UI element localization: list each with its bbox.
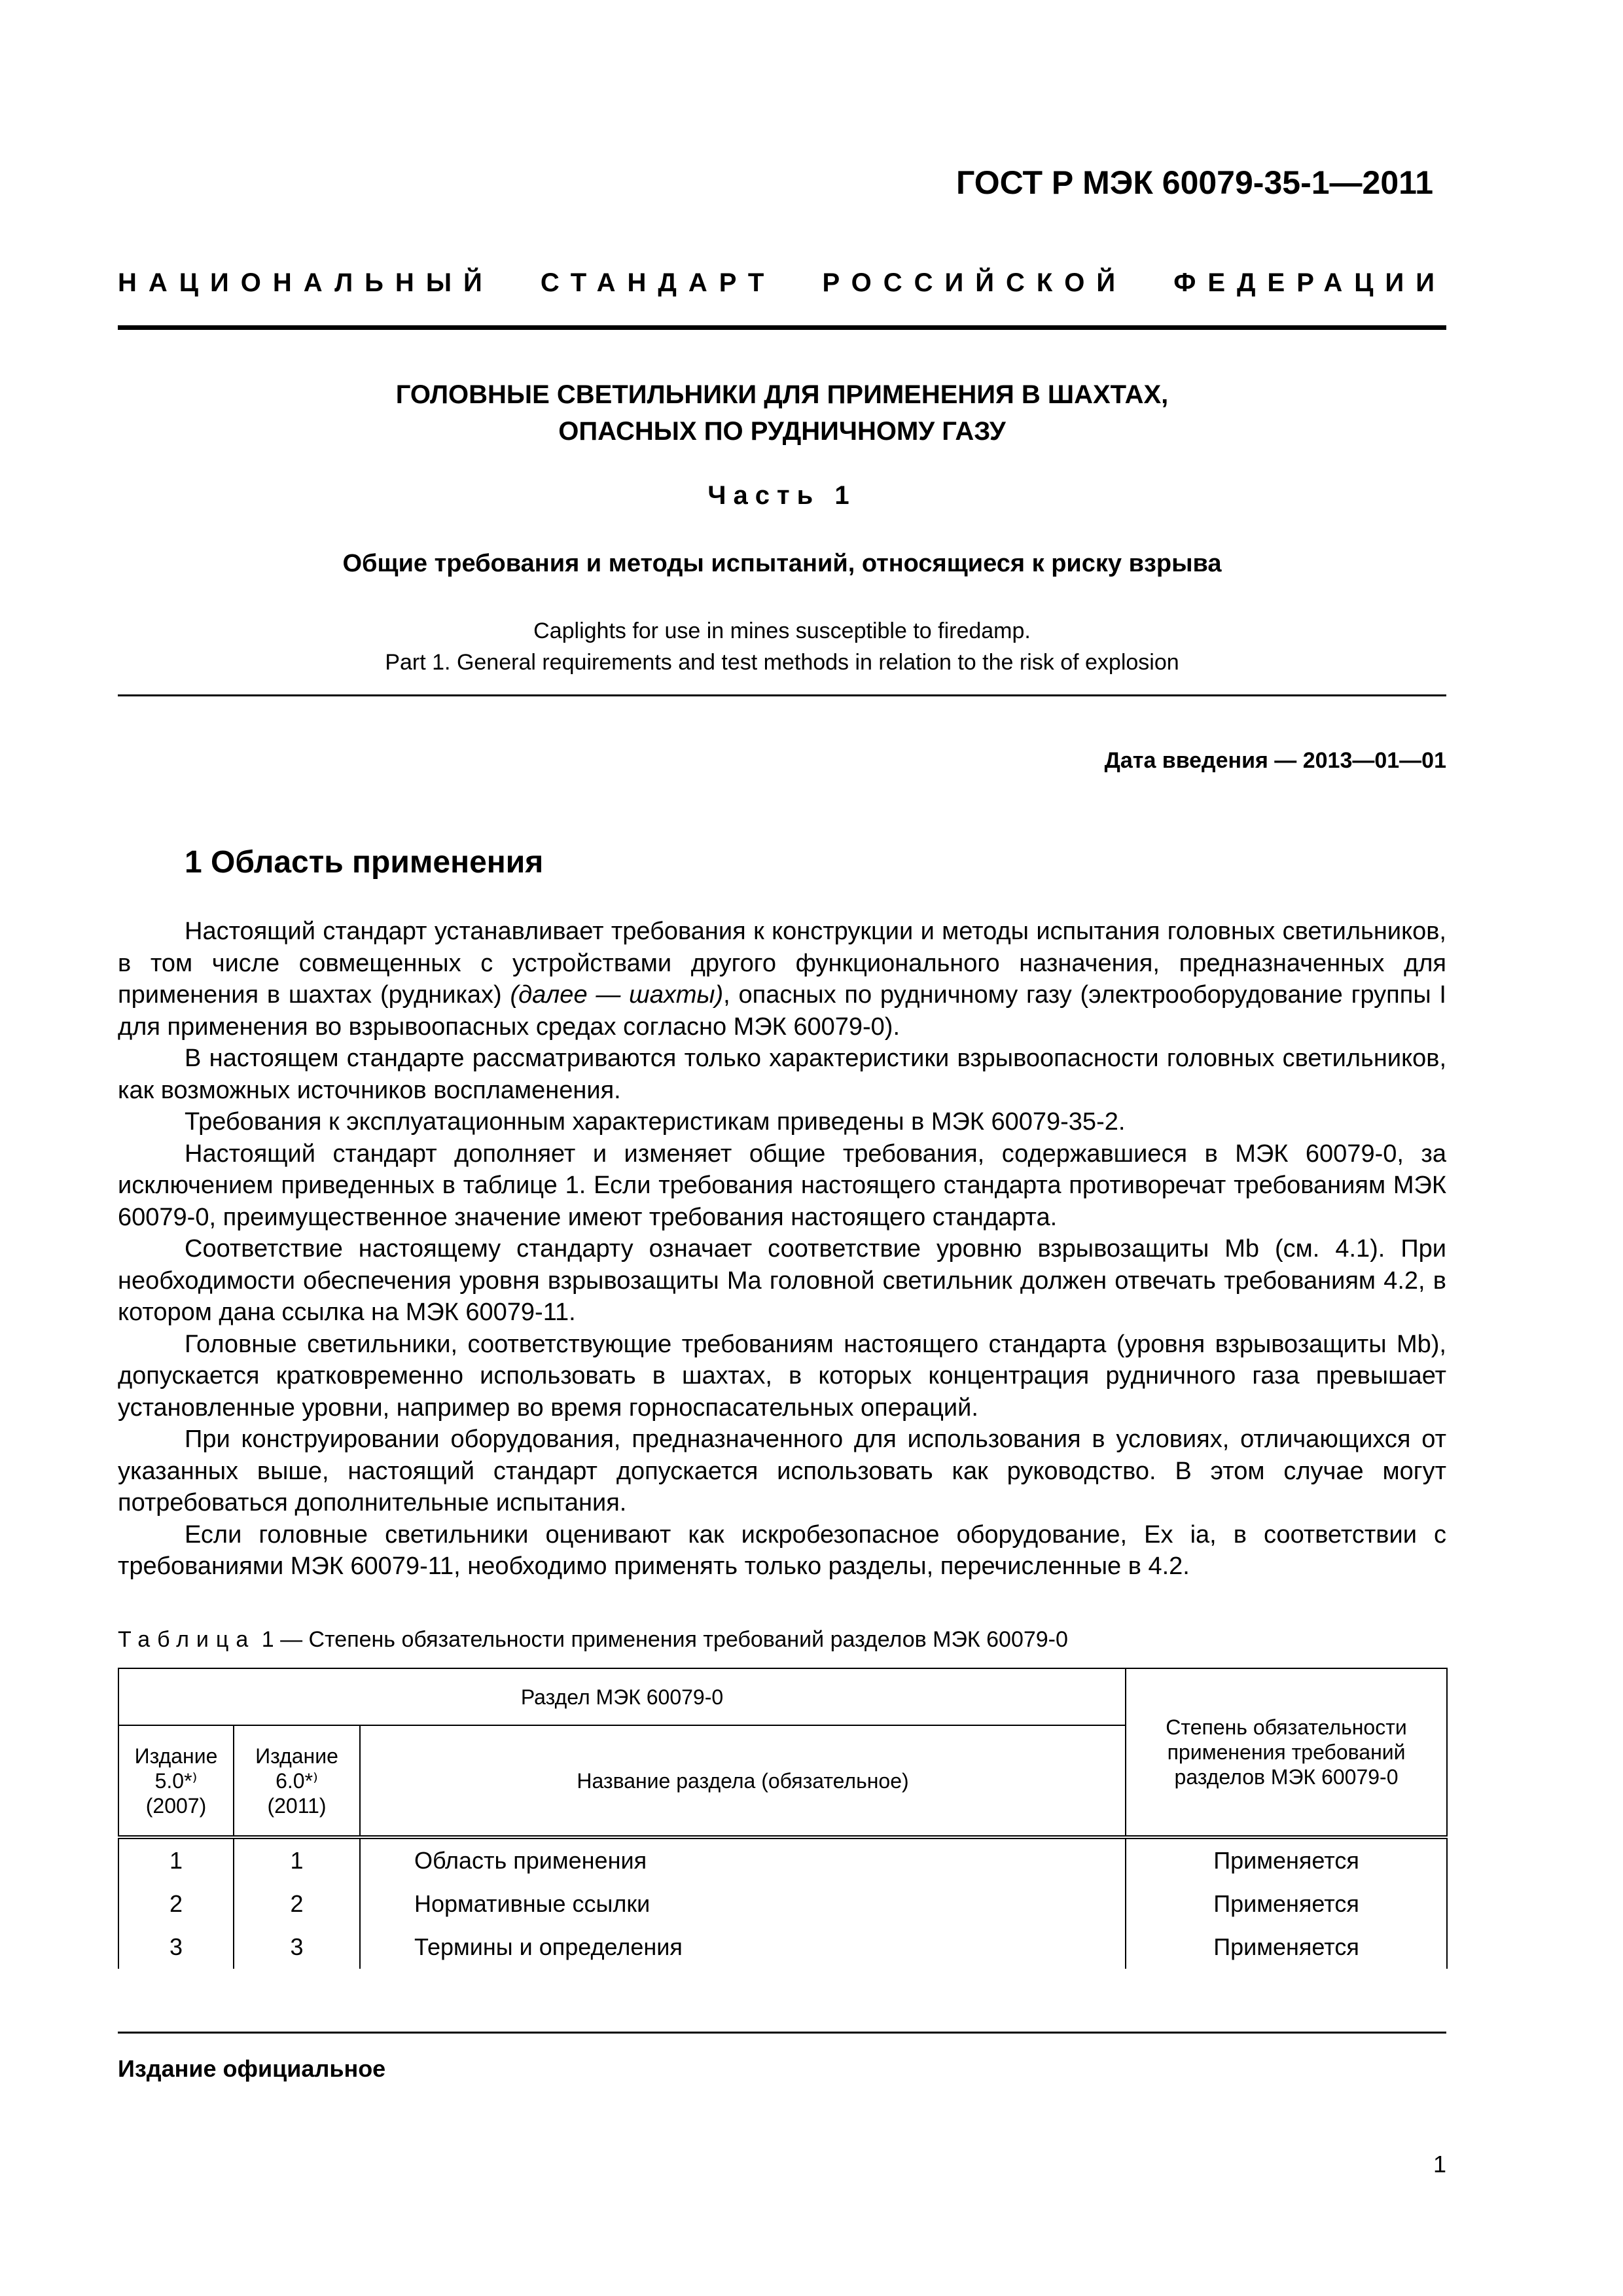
cell-degree: Применяется — [1126, 1882, 1447, 1926]
cell-ed5: 1 — [118, 1837, 234, 1882]
table-row — [118, 1882, 1447, 1926]
banner-word: СТАНДАРТ — [540, 268, 776, 297]
english-title — [118, 615, 1446, 678]
section-body — [118, 916, 1446, 1583]
paragraph: В настоящем стандарте рассматриваются только характеристики взрывоопасности головных светильников, как возможных источников воспламенения. — [118, 1045, 1446, 1104]
paragraph: Настоящий стандарт дополняет и изменяет общие требования, содержавшиеся в МЭК 60079-0, за исключением приведенных в таблице 1. Если требования настоящего стандарта противоречат требованиям МЭК 60079-0, преимущественное значение имеют требования настоящего стандарта. — [118, 1139, 1446, 1231]
table-row — [118, 1926, 1447, 1969]
cell-name: Нормативные ссылки — [360, 1882, 1126, 1926]
introduction-date: Дата введения — 2013—01—01 — [1104, 748, 1446, 773]
document-subtitle: Общие требования и методы испытаний, относящиеся к риску взрыва — [342, 550, 1222, 577]
document-number: ГОСТ Р МЭК 60079-35-1—2011 — [956, 164, 1433, 201]
cell-ed6: 2 — [234, 1882, 360, 1926]
banner-word: ФЕДЕРАЦИИ — [1173, 268, 1446, 297]
paragraph: Головные светильники, соответствующие требованиям настоящего стандарта (уровня взрывозащиты Mb), допускается кратковременно использовать в шахтах, в которых концентрация рудничного газа превышает установленные уровни, например во время горноспасательных операций. — [118, 1330, 1446, 1422]
footer-rule — [118, 2032, 1446, 2034]
national-standard-banner — [118, 268, 1446, 298]
document-title — [118, 376, 1446, 450]
cell-name: Область применения — [360, 1837, 1126, 1882]
edition-5-header: Издание 5.0*⁾ (2007) — [118, 1725, 234, 1837]
banner-word: НАЦИОНАЛЬНЫЙ — [118, 268, 494, 297]
cell-name: Термины и определения — [360, 1926, 1126, 1969]
section-name-header: Название раздела (обязательное) — [360, 1725, 1126, 1837]
english-title-line: Part 1. General requirements and test methods in relation to the risk of explosion — [385, 650, 1179, 675]
paragraph: Настоящий стандарт устанавливает требования к конструкции и методы испытания головных светильников, в том числе совмещенных с устройствами другого функционального назначения, предназначенных для применения в шахтах (рудниках) (далее — шахты), опасных по рудничному газу (электрооборудование группы I для применения во взрывоопасных средах согласно МЭК 60079-0). — [118, 918, 1446, 1041]
cell-ed5: 3 — [118, 1926, 234, 1969]
title-rule — [118, 694, 1446, 696]
cell-ed5: 2 — [118, 1882, 234, 1926]
requirements-table — [118, 1668, 1448, 1969]
table-caption: Таблица 1 — Степень обязательности применения требований разделов МЭК 60079-0 — [118, 1627, 1068, 1652]
table-row — [118, 1837, 1447, 1882]
edition-6-header: Издание 6.0*⁾ (2011) — [234, 1725, 360, 1837]
group-header: Раздел МЭК 60079-0 — [118, 1668, 1126, 1725]
paragraph: При конструировании оборудования, предназначенного для использования в условиях, отличающихся от указанных выше, настоящий стандарт допускается использовать как руководство. В этом случае могут потребоваться дополнительные испытания. — [118, 1426, 1446, 1516]
header-rule — [118, 325, 1446, 330]
cell-degree: Применяется — [1126, 1926, 1447, 1969]
paragraph: Требования к эксплуатационным характеристикам приведены в МЭК 60079-35-2. — [185, 1108, 1126, 1136]
paragraph: Соответствие настоящему стандарту означает соответствие уровню взрывозащиты Mb (см. 4.1). При необходимости обеспечения уровня взрывозащиты Ma головной светильник должен отвечать требованиям 4.2, в котором дана ссылка на МЭК 60079-11. — [118, 1235, 1446, 1326]
cell-degree: Применяется — [1126, 1837, 1447, 1882]
cell-ed6: 3 — [234, 1926, 360, 1969]
banner-word: РОССИЙСКОЙ — [822, 268, 1128, 297]
section-heading: 1 Область применения — [185, 845, 544, 880]
paragraph: Если головные светильники оценивают как искробезопасное оборудование, Ex ia, в соответствии с требованиями МЭК 60079-11, необходимо применять только разделы, перечисленные в 4.2. — [118, 1520, 1446, 1580]
title-line: ОПАСНЫХ ПО РУДНИЧНОМУ ГАЗУ — [558, 417, 1006, 446]
english-title-line: Caplights for use in mines susceptible to firedamp. — [533, 619, 1031, 643]
cell-ed6: 1 — [234, 1837, 360, 1882]
title-line: ГОЛОВНЫЕ СВЕТИЛЬНИКИ ДЛЯ ПРИМЕНЕНИЯ В ШАХТАХ, — [395, 380, 1169, 409]
page-number: 1 — [1433, 2151, 1446, 2178]
part-label: Часть 1 — [707, 481, 857, 510]
degree-header: Степень обязательности применения требований разделов МЭК 60079-0 — [1126, 1668, 1447, 1837]
official-edition-label: Издание официальное — [118, 2055, 386, 2082]
